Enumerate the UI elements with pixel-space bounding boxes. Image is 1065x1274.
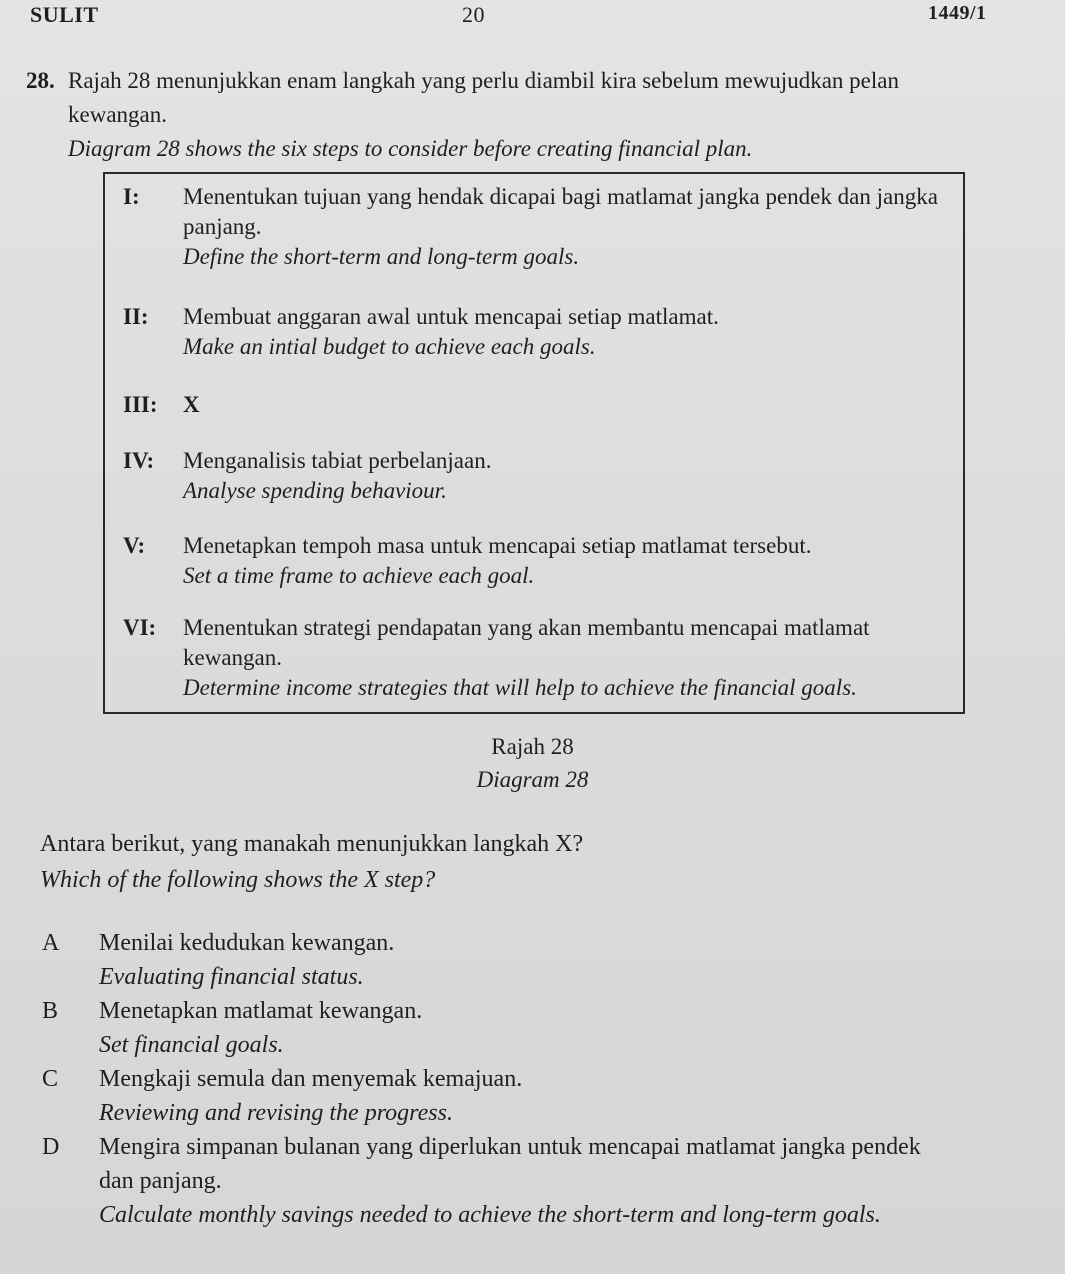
option-c[interactable]: [42, 1062, 1042, 1130]
option-letter: A: [42, 930, 60, 956]
option-b[interactable]: [42, 994, 1042, 1062]
step-text-english: Set a time frame to achieve each goal.: [183, 563, 535, 588]
header-page-number: 20: [462, 2, 485, 27]
step-text-malay: Menganalisis tabiat perbelanjaan.: [183, 448, 492, 473]
option-letter: B: [42, 998, 59, 1024]
steps-diagram-box: [103, 172, 965, 714]
question-number: 28.: [26, 68, 55, 93]
step-number: VI:: [123, 615, 157, 640]
step-3: [123, 390, 953, 420]
step-text-malay: Menentukan tujuan yang hendak dicapai bagi matlamat jangka pendek dan jangka panjang.: [183, 184, 938, 239]
question-prompt-malay: Antara berikut, yang manakah menunjukkan langkah X?: [40, 831, 584, 857]
option-text-malay: Mengira simpanan bulanan yang diperlukan untuk mencapai matlamat jangka pendek: [99, 1134, 921, 1160]
step-2: [123, 302, 953, 362]
step-text-english: Define the short-term and long-term goals.: [183, 244, 580, 269]
step-text-english: Analyse spending behaviour.: [183, 478, 447, 503]
question-intro-malay: Rajah 28 menunjukkan enam langkah yang perlu diambil kira sebelum mewujudkan pelan kewangan.: [68, 68, 899, 127]
header-paper-code: 1449/1: [928, 2, 987, 24]
step-text-malay: Menetapkan tempoh masa untuk mencapai setiap matlamat tersebut.: [183, 533, 812, 558]
step-text-malay: X: [183, 392, 200, 417]
step-number: V:: [123, 533, 146, 558]
option-a[interactable]: [42, 926, 1042, 994]
option-text-malay: Menetapkan matlamat kewangan.: [99, 998, 423, 1024]
option-text-english: Evaluating financial status.: [99, 964, 364, 990]
step-number: III:: [123, 392, 158, 417]
question-intro-english: Diagram 28 shows the six steps to consider before creating financial plan.: [68, 136, 753, 161]
option-letter: C: [42, 1066, 59, 1092]
option-text-malay: Menilai kedudukan kewangan.: [99, 930, 395, 956]
step-text-malay: Membuat anggaran awal untuk mencapai setiap matlamat.: [183, 304, 719, 329]
step-5: [123, 531, 953, 591]
step-number: IV:: [123, 448, 155, 473]
diagram-caption-english: Diagram 28: [476, 767, 589, 792]
option-text-english: Calculate monthly savings needed to achieve the short-term and long-term goals.: [99, 1202, 881, 1228]
step-6: [123, 613, 953, 703]
diagram-caption-malay: Rajah 28: [491, 734, 574, 759]
option-text-malay-continued: dan panjang.: [99, 1168, 222, 1194]
step-text-malay: Menentukan strategi pendapatan yang akan membantu mencapai matlamat kewangan.: [183, 615, 870, 670]
question-intro: [68, 64, 998, 166]
option-letter: D: [42, 1134, 60, 1160]
option-text-english: Reviewing and revising the progress.: [99, 1100, 453, 1126]
step-number: II:: [123, 304, 149, 329]
option-text-malay: Mengkaji semula dan menyemak kemajuan.: [99, 1066, 523, 1092]
option-text-english: Set financial goals.: [99, 1032, 284, 1058]
question-prompt: [40, 826, 1030, 898]
step-1: [123, 182, 953, 272]
question-prompt-english: Which of the following shows the X step?: [40, 867, 436, 893]
step-number: I:: [123, 184, 140, 209]
step-4: [123, 446, 953, 506]
step-text-english: Determine income strategies that will help to achieve the financial goals.: [183, 675, 857, 700]
option-d[interactable]: [42, 1130, 1042, 1232]
step-text-english: Make an intial budget to achieve each goals.: [183, 334, 596, 359]
header-confidential-label: SULIT: [30, 2, 99, 27]
